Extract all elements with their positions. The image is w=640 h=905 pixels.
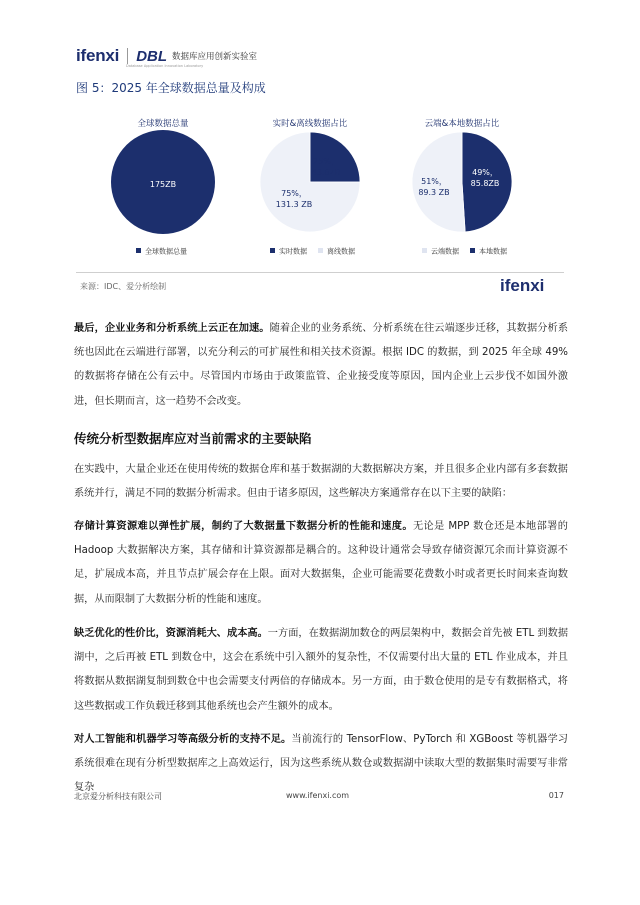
paragraph-ai-lead: 对人工智能和机器学习等高级分析的支持不足。 — [74, 734, 292, 745]
chart-title: 云端&本地数据占比 — [424, 119, 500, 129]
paragraph-cloud-lead: 最后，企业业务和分析系统上云正在加速。 — [74, 323, 270, 334]
slice-label: 75%， 131.3 ZB — [275, 189, 313, 209]
legend-label: 离线数据 — [327, 247, 355, 256]
paragraph-cost — [74, 622, 568, 719]
legend-label: 实时数据 — [279, 247, 307, 256]
footer-company: 北京爱分析科技有限公司 — [74, 792, 162, 801]
legend-swatch — [136, 248, 141, 253]
footer-url[interactable]: www.ifenxi.com — [286, 791, 350, 800]
slice-label: 49%， 85.8ZB — [470, 168, 500, 188]
legend-swatch — [270, 248, 275, 253]
pie-chart-canvas — [76, 112, 564, 272]
chart-title: 实时&离线数据占比 — [272, 119, 348, 129]
chart-title: 全球数据总量 — [137, 119, 189, 129]
legend-swatch — [318, 248, 323, 253]
dbl-logo: DBL — [136, 47, 168, 65]
ifenxi-logo: ifenxi — [76, 46, 120, 65]
legend-swatch — [422, 248, 427, 253]
paragraph-cloud-text: 随着企业的业务系统、分析系统在往云端逐步迁移，其数据分析系统也因此在云端进行部署，以充分利云的可扩展性和相关技术资源。根据 IDC 的数据，到 2025 年全球 49%的数据将存储在公有云中。尽管国内市场由于政策监管、企业接受度等原因，国内企业上云步伐不如国外激进，但长期而言，这一趋势不会改变。 — [74, 323, 569, 407]
slice-label: 175ZB — [149, 180, 177, 189]
header-separator — [127, 48, 128, 64]
slice-label: 25%， 43.8ZB — [311, 157, 341, 177]
figure-source: 来源：IDC、爱分析绘制 — [80, 282, 167, 291]
legend-label: 云端数据 — [431, 247, 459, 256]
paragraph-ai — [74, 728, 568, 801]
paragraph-ai-text: 当前流行的 TensorFlow、PyTorch 和 XGBoost 等机器学习系统很难在现有分析型数据库之上高效运行，因为这些系统从数仓或数据湖中读取大型的数据集时需要写非常复杂 — [74, 734, 568, 794]
paragraph-storage — [74, 515, 568, 612]
lab-name: 数据库应用创新实验室 — [172, 52, 258, 62]
paragraph-storage-text: 无论是 MPP 数仓还是本地部署的 Hadoop 大数据解决方案，其存储和计算资源都是耦合的。这种设计通常会导致存储资源冗余而计算资源不足，扩展成本高，并且节点扩展会存在上限。面对大数据集，企业可能需要花费数小时或者更长时间来查询数据，从而限制了大数据分析的性能和速度。 — [74, 521, 568, 605]
lab-subtitle: Database Application Innovation Laboratory — [126, 64, 204, 68]
figure-ifenxi-logo: ifenxi — [500, 276, 545, 295]
legend-swatch — [470, 248, 475, 253]
figure-title: 图 5：2025 年全球数据总量及构成 — [76, 81, 266, 95]
paragraph-cost-text: 一方面，在数据湖加数仓的两层架构中，数据会首先被 ETL 到数据湖中，之后再被 ETL 到数仓中，这会在系统中引入额外的复杂性，不仅需要付出大量的 ETL 作业成本，并且将数据从数据湖复制到数仓中也会需要支付两倍的存储成本。另一方面，由于数仓使用的是专有数据格式，将这些数据或工作负载迁移到其他系统也会产生额外的成本。 — [74, 628, 569, 712]
paragraph-intro — [74, 458, 568, 506]
figure-divider — [76, 272, 564, 273]
slice-label: 51%， 89.3 ZB — [418, 177, 450, 197]
section-heading: 传统分析型数据库应对当前需求的主要缺陷 — [74, 431, 312, 446]
paragraph-intro-text: 在实践中，大量企业还在使用传统的数据仓库和基于数据湖的大数据解决方案，并且很多企业内部有多套数据系统并行，满足不同的数据分析需求。但由于诸多原因，这些解决方案通常存在以下主要的缺陷： — [74, 464, 568, 500]
paragraph-storage-lead: 存储计算资源难以弹性扩展，制约了大数据量下数据分析的性能和速度。 — [74, 521, 413, 532]
paragraph-cost-lead: 缺乏优化的性价比，资源消耗大、成本高。 — [74, 628, 268, 639]
paragraph-cloud — [74, 317, 568, 414]
legend-label: 本地数据 — [479, 247, 507, 256]
page-number: 017 — [548, 791, 564, 800]
pie-charts — [76, 112, 564, 272]
legend-label: 全球数据总量 — [145, 247, 187, 256]
